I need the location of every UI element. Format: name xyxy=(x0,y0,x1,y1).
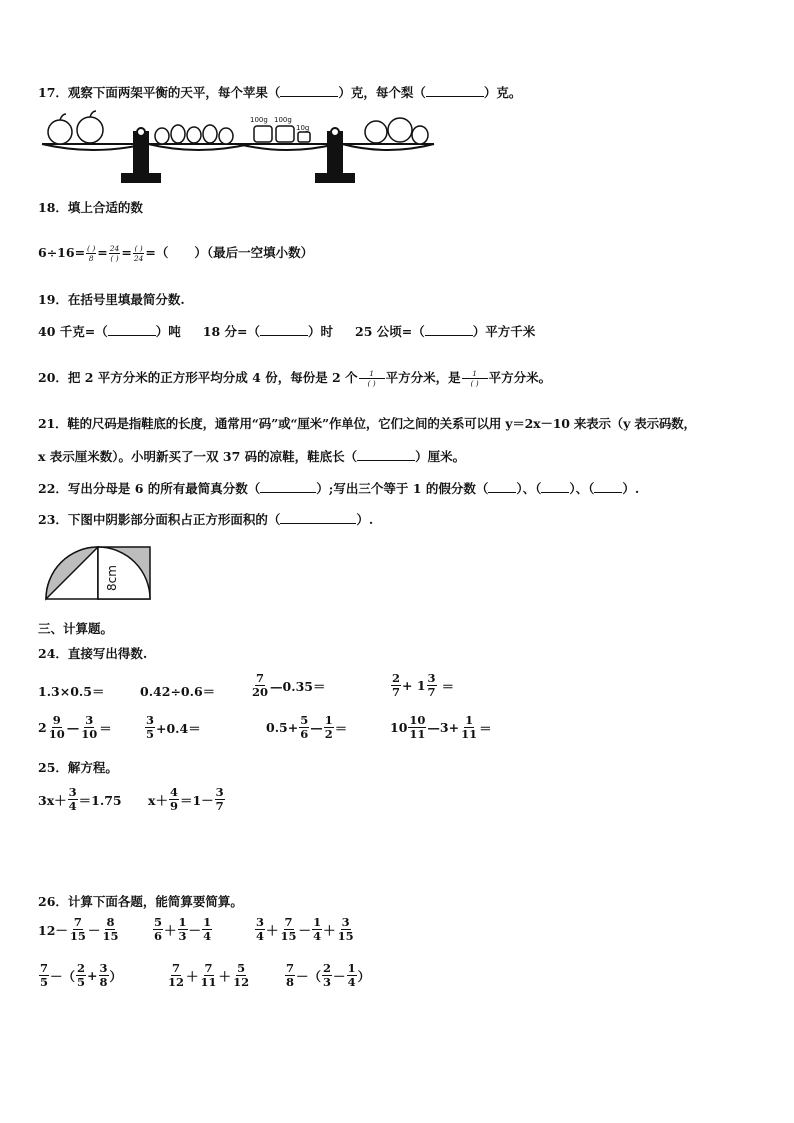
weight-label: 10g xyxy=(296,124,310,132)
question-25-title: 25．解方程。 xyxy=(38,760,118,775)
answer-blank[interactable] xyxy=(541,480,569,493)
answer-blank[interactable] xyxy=(426,84,484,97)
question-24-title: 24．直接写出得数. xyxy=(38,646,148,661)
question-22: 22．写出分母是 6 的所有最简真分数（ ）;写出三个等于 1 的假分数（ ）、（ ）、（ ）. xyxy=(38,481,640,496)
question-20: 20．把 2 平方分米的正方形平均分成 4 份，每份是 2 个 $\frac{1}{( )}$ 平方分米，是 $\frac{1}{( )}$ 平方分米。 xyxy=(38,369,552,388)
answer-blank[interactable] xyxy=(280,511,356,524)
weight-label: 100g xyxy=(250,116,268,124)
section-title: 三、计算题。 xyxy=(38,621,114,636)
answer-blank[interactable] xyxy=(425,323,473,336)
answer-blank[interactable] xyxy=(357,448,415,461)
side-length-label: 8cm xyxy=(105,565,119,591)
question-19: 40 千克=（ ）吨 18 分=（ ）时 25 公顷=（ ）平方千米 xyxy=(38,324,536,339)
fraction-blank[interactable]: $\frac{1}{( )}$ xyxy=(462,369,488,388)
balance-scales-image xyxy=(38,108,438,186)
question-26-title: 26．计算下面各题，能简算要简算。 xyxy=(38,894,243,909)
answer-blank[interactable] xyxy=(260,480,316,493)
question-18-title: 18．填上合适的数 xyxy=(38,200,143,215)
answer-blank[interactable] xyxy=(280,84,338,97)
question-18: 6÷16= $\frac{( )}{8}$ = $\frac{24}{( )}$ = $\frac{( )}{24}$ =（ ）（最后一空填小数） xyxy=(38,244,314,263)
answer-blank[interactable] xyxy=(594,480,622,493)
shaded-square-figure xyxy=(44,545,152,601)
question-24: 1.3×0.5＝ 0.42÷0.6＝ $\frac{7}{20}$ —0.35＝ $\frac{2}{7}$ + 1 $\frac{3}{7}$ ＝ 2 $\frac{9}{10}$ — $\frac{3}{10}$ ＝ $\frac{3}{5}$ +0.4＝ 0.5+ $\frac{5}{6}$ — $\frac{1}{2}$ ＝ 10 $\frac{10}{11}$ —3+ $\frac{1}{11}$ ＝ xyxy=(38,671,492,741)
fraction-blank[interactable]: $\frac{1}{( )}$ xyxy=(359,369,385,388)
question-19-title: 19．在括号里填最简分数. xyxy=(38,292,185,307)
question-21-line2: x 表示厘米数）。小明新买了一双 37 码的凉鞋，鞋底长（ ）厘米。 xyxy=(38,449,466,464)
answer-blank[interactable] xyxy=(260,323,308,336)
question-25: 3x＋ $\frac{3}{4}$ ＝1.75 x＋ $\frac{4}{9}$ ＝1－ $\frac{3}{7}$ xyxy=(38,785,224,813)
question-26: 12－ $\frac{7}{15}$ － $\frac{8}{15}$ $\frac{5}{6}$ ＋ $\frac{1}{3}$ － $\frac{1}{4}$ $\frac{3}{4}$ ＋ $\frac{7}{15}$ － $\frac{1}{4}$ ＋ $\frac{3}{15}$ $\frac{7}{5}$ －（ $\frac{2}{5}$ + $\frac{3}{8}$ ） $\frac{7}{12}$ ＋ $\frac{7}{11}$ ＋ $\frac{5}{12}$ $\frac{7}{8}$ －（ $\frac{2}{3}$ － $\frac{1}{4}$ ） xyxy=(38,915,371,989)
question-23: 23．下图中阴影部分面积占正方形面积的（ ）. xyxy=(38,512,374,527)
answer-blank[interactable] xyxy=(108,323,156,336)
question-21-line1: 21．鞋的尺码是指鞋底的长度，通常用“码”或“厘米”作单位，它们之间的关系可以用 y＝2x－10 来表示（y 表示码数， xyxy=(38,416,696,431)
answer-blank[interactable] xyxy=(488,480,516,493)
weight-label: 100g xyxy=(274,116,292,124)
question-17: 17．观察下面两架平衡的天平，每个苹果（ ）克，每个梨（ ）克。 xyxy=(38,85,522,100)
